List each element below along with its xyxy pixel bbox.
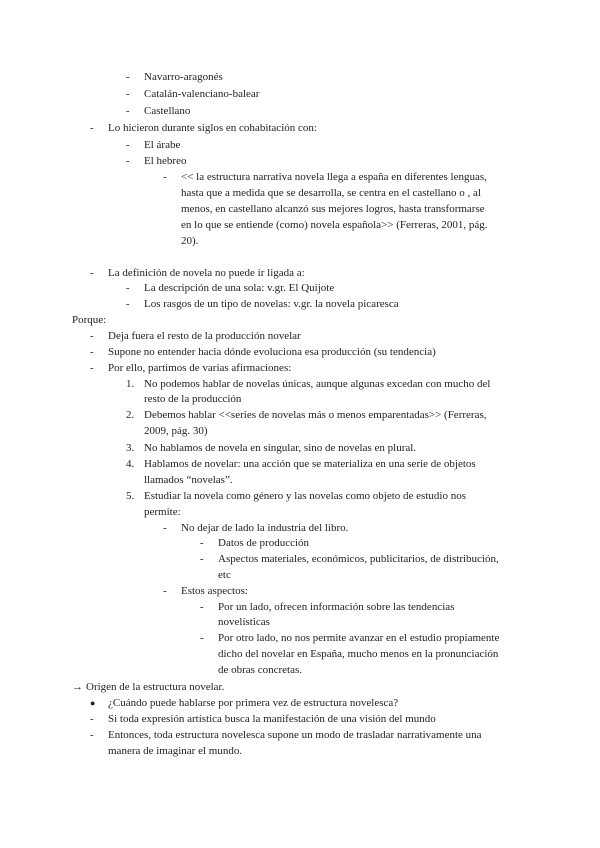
dash-marker: -	[126, 282, 130, 294]
list-item: El árabe	[144, 139, 181, 151]
dash-marker: -	[126, 139, 130, 151]
quote-line: hasta que a medida que se desarrolla, se centra en el castellano o , al	[181, 187, 481, 199]
list-item: Datos de producción	[218, 537, 310, 549]
numbered-line: llamados “novelas”.	[144, 474, 233, 486]
numbered-line: permite:	[144, 506, 181, 518]
list-number: 3.	[126, 442, 135, 454]
list-item: Por ello, partimos de varias afirmaciones:	[108, 362, 292, 374]
dash-marker: -	[90, 330, 94, 342]
list-item: La definición de novela no puede ir ligada a:	[108, 267, 305, 279]
list-item: etc	[218, 569, 231, 581]
dash-marker: -	[163, 585, 167, 597]
list-item: No dejar de lado la industria del libro.	[181, 522, 349, 534]
list-number: 4.	[126, 458, 135, 470]
dash-marker: -	[200, 553, 204, 565]
list-item: novelísticas	[218, 616, 270, 628]
dash-marker: -	[90, 346, 94, 358]
list-number: 5.	[126, 490, 135, 502]
numbered-line: Hablamos de novelar: una acción que se materializa en una serie de objetos	[144, 458, 476, 470]
dash-marker: -	[200, 601, 204, 613]
list-item: Aspectos materiales, económicos, publicitarios, de distribución,	[218, 553, 499, 565]
list-item: Si toda expresión artística busca la manifestación de una visión del mundo	[108, 713, 436, 725]
list-item: El hebreo	[144, 155, 187, 167]
numbered-line: Debemos hablar <<series de novelas más o menos emparentadas>> (Ferreras,	[144, 409, 487, 421]
list-number: 1.	[126, 378, 135, 390]
bullet-marker: ●	[90, 698, 96, 708]
quote-line: 20).	[181, 235, 199, 247]
list-item: Por otro lado, no nos permite avanzar en el estudio propiamente	[218, 632, 500, 644]
dash-marker: -	[126, 71, 130, 83]
list-item: Navarro-aragonés	[144, 71, 223, 83]
quote-line: << la estructura narrativa novela llega a españa en diferentes lenguas,	[181, 171, 487, 183]
list-item: dicho del novelar en España, mucho menos en la pronunciación	[218, 648, 499, 660]
list-item: Catalán-valenciano-balear	[144, 88, 260, 100]
dash-marker: -	[163, 522, 167, 534]
section-label: Porque:	[72, 314, 107, 326]
dash-marker: -	[90, 729, 94, 741]
dash-marker: -	[126, 298, 130, 310]
list-item: La descripción de una sola: v.gr. El Quijote	[144, 282, 335, 294]
list-item: manera de imaginar el mundo.	[108, 745, 243, 757]
list-item: de obras concretas.	[218, 664, 302, 676]
dash-marker: -	[126, 88, 130, 100]
numbered-line: No podemos hablar de novelas únicas, aunque algunas excedan con mucho del	[144, 378, 491, 390]
list-item: Castellano	[144, 105, 191, 117]
dash-marker: -	[200, 632, 204, 644]
dash-marker: -	[90, 713, 94, 725]
list-number: 2.	[126, 409, 135, 421]
list-item: Estos aspectos:	[181, 585, 248, 597]
numbered-line: No hablamos de novela en singular, sino de novelas en plural.	[144, 442, 417, 454]
quote-line: en lo que se entiende (como) novela española>> (Ferreras, 2001, pág.	[181, 219, 488, 231]
dash-marker: -	[90, 267, 94, 279]
quote-line: menos, en castellano alcanzó sus mejores logros, hasta transformarse	[181, 203, 485, 215]
dash-marker: -	[90, 122, 94, 134]
dash-marker: -	[90, 362, 94, 374]
list-item: Los rasgos de un tipo de novelas: v.gr. la novela picaresca	[144, 298, 399, 310]
section-heading: Origen de la estructura novelar.	[86, 681, 225, 693]
dash-marker: -	[163, 171, 167, 183]
list-item: ¿Cuándo puede hablarse por primera vez de estructura novelesca?	[108, 697, 399, 709]
list-item: Deja fuera el resto de la producción novelar	[108, 330, 301, 342]
dash-marker: -	[126, 155, 130, 167]
list-item: Supone no entender hacia dónde evoluciona esa producción (su tendencia)	[108, 346, 436, 358]
numbered-line: resto de la producción	[144, 393, 242, 405]
numbered-line: 2009, pág. 30)	[144, 425, 208, 437]
numbered-line: Estudiar la novela como género y las novelas como objeto de estudio nos	[144, 490, 466, 502]
list-item: Lo hicieron durante siglos en cohabitación con:	[108, 122, 317, 134]
list-item: Por un lado, ofrecen información sobre las tendencias	[218, 601, 455, 613]
dash-marker: -	[200, 537, 204, 549]
dash-marker: -	[126, 105, 130, 117]
list-item: Entonces, toda estructura novelesca supone un modo de trasladar narrativamente una	[108, 729, 482, 741]
arrow-marker: →	[72, 681, 83, 693]
